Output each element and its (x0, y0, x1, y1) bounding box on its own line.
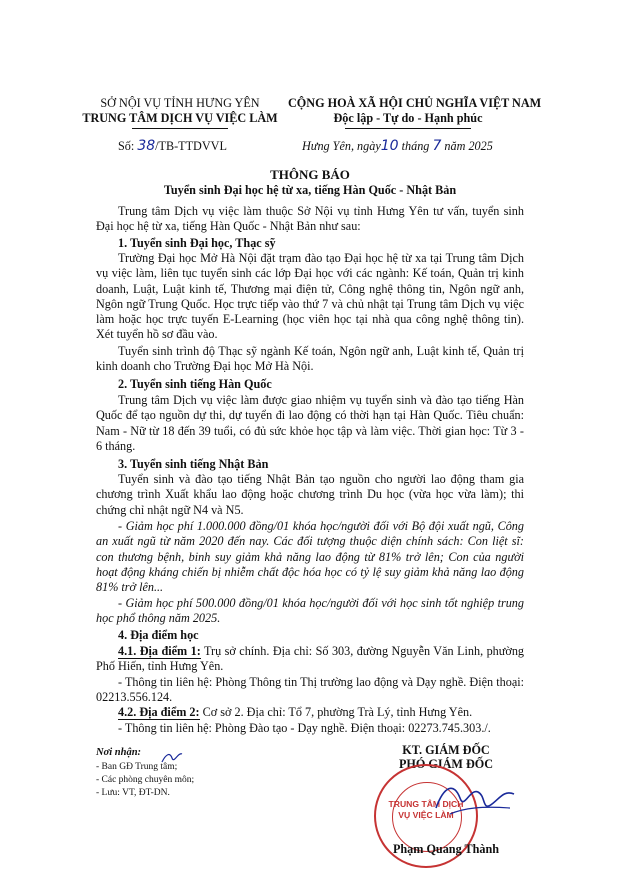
national-motto: Độc lập - Tự do - Hạnh phúc (333, 111, 483, 125)
section-1-heading: 1. Tuyển sinh Đại học, Thạc sỹ (118, 236, 276, 250)
location-2: 4.2. Địa điểm 2: Cơ sở 2. Địa chỉ: Tổ 7, phường Trà Lý, tỉnh Hưng Yên. (118, 705, 473, 719)
signature-title-1: KT. GIÁM ĐỐC (402, 743, 490, 757)
motto-underline (345, 128, 471, 129)
agency-parent: SỞ NỘI VỤ TỈNH HƯNG YÊN (100, 96, 260, 110)
section-4-heading: 4. Địa điểm học (118, 628, 199, 642)
location-1-contact: - Thông tin liên hệ: Phòng Thông tin Thị trường lao động và Dạy nghề. Điện thoại: 02213.556.124. (96, 675, 524, 705)
agency-underline (132, 128, 228, 129)
location-1: 4.1. Địa điểm 1: Trụ sở chính. Địa chỉ: Số 303, đường Nguyễn Văn Linh, phường Phố Hiến, tỉnh Hưng Yên. (96, 644, 525, 674)
signature-scribble (430, 768, 520, 828)
location-2-contact: - Thông tin liên hệ: Phòng Đào tạo - Dạy nghề. Điện thoại: 02273.745.303./. (118, 721, 491, 735)
document-number: Số: 38/TB-TTDVVL (118, 138, 227, 154)
intro-paragraph: Trung tâm Dịch vụ việc làm thuộc Sở Nội vụ tỉnh Hưng Yên tư vấn, tuyển sinh Đại học hệ từ xa, tiếng Hàn Quốc - Nhật Bản như sau: (96, 204, 524, 234)
signer-name: Phạm Quang Thành (392, 842, 500, 856)
document-date: Hưng Yên, ngày10 tháng 7 năm 2025 (302, 138, 493, 154)
section-3-heading: 3. Tuyển sinh tiếng Nhật Bản (118, 457, 269, 471)
section-1-paragraph-2: Tuyển sinh trình độ Thạc sỹ ngành Kế toán, Ngôn ngữ anh, Luật kinh tế, Quản trị kinh doanh cho Trường Đại học Mở Hà Nội. (96, 344, 524, 374)
recipients-heading: Nơi nhận: (96, 747, 142, 758)
national-title: CỘNG HOÀ XÃ HỘI CHỦ NGHĨA VIỆT NAM (288, 96, 542, 110)
agency-name: TRUNG TÂM DỊCH VỤ VIỆC LÀM (82, 111, 278, 125)
official-stamp: TRUNG TÂM DỊCH VỤ VIỆC LÀM (374, 764, 478, 868)
initial-mark (160, 748, 184, 766)
recipient-item: - Lưu: VT, ĐT-DN. (96, 788, 170, 798)
notice-title: THÔNG BÁO (270, 167, 350, 182)
section-3-paragraph-1: Tuyển sinh và đào tạo tiếng Nhật Bản tạo nguồn cho người lao động tham gia chương trình Xuất khẩu lao động hoặc chương trình Du học (vừa học vừa làm); thi chứng chỉ nhật ngữ N4 và N5. (96, 472, 524, 517)
signature-title-2: PHÓ GIÁM ĐỐC (398, 757, 494, 771)
section-3-discount-1: - Giảm học phí 1.000.000 đồng/01 khóa học/người đối với Bộ đội xuất ngũ, Công an xuất ngũ từ năm 2020 đến nay. Các đối tượng thuộc diện chính sách: Con liệt sĩ: con thương bệnh, binh suy giảm khả năng lao động từ 81% trở lên; Con của người hoạt động kháng chiến bị nhiễm chất độc hóa học có tỷ lệ suy giảm khả năng lao động 81% trở lên... (96, 519, 524, 595)
section-3-discount-2: - Giảm học phí 500.000 đồng/01 khóa học/người đối với học sinh tốt nghiệp trung học phổ thông năm 2025. (96, 596, 524, 626)
recipient-item: - Các phòng chuyên môn; (96, 775, 195, 785)
section-2-paragraph-1: Trung tâm Dịch vụ việc làm được giao nhiệm vụ tuyển sinh và đào tạo tiếng Hàn Quốc để tạo nguồn dự thi, dự tuyển đi lao động có thời hạn tại Hàn Quốc. Tiêu chuẩn: Nam - Nữ từ 18 đến 39 tuổi, có đủ sức khỏe học tập và làm việc. Thời gian học: Từ 3 - 6 tháng. (96, 393, 524, 453)
notice-subtitle: Tuyển sinh Đại học hệ từ xa, tiếng Hàn Quốc - Nhật Bản (163, 183, 457, 197)
recipient-item: - Ban GĐ Trung tâm; (96, 762, 178, 772)
section-2-heading: 2. Tuyển sinh tiếng Hàn Quốc (118, 377, 272, 391)
section-1-paragraph-1: Trường Đại học Mở Hà Nội đặt trạm đào tạo Đại học hệ từ xa tại Trung tâm Dịch vụ việc làm, liên tục tuyển sinh các lớp Đại học với các ngành: Kế toán, Quản trị kinh doanh, Luật, Luật kinh tế, Thương mại điện tử, Công nghệ thông tin, Ngôn ngữ anh, Ngôn ngữ Trung Quốc. Học trực tiếp vào thứ 7 và chủ nhật tại Trung tâm Dịch vụ việc làm hoặc học trực tuyến E-Learning (học viên học tại nhà qua công nghệ thông tin). Xét tuyển hồ sơ đầu vào. (96, 251, 524, 342)
